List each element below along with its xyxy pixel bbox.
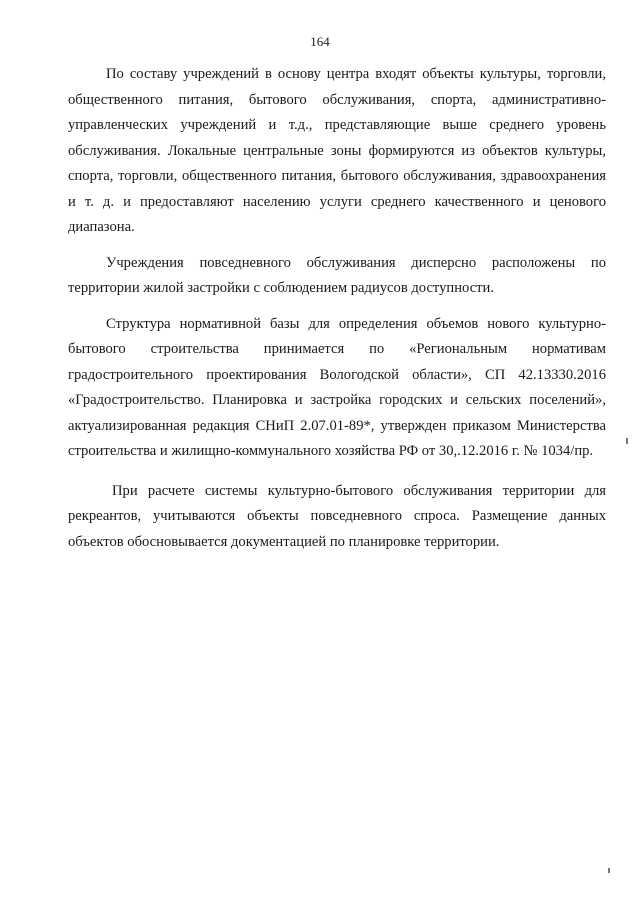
scan-mark: [608, 868, 610, 873]
paragraph-regulatory-basis: Структура нормативной базы для определения объемов нового культурно-бытового строительства принимается по «Региональным нормативам градостроительного проектирования Вологодской области», СП 42.13330.2016 «Градостроительство. Планировка и застройка городских и сельских поселений», актуализированная редакция СНиП 2.07.01-89*, утвержден приказом Министерства строительства и жилищно-коммунального хозяйства РФ от 30,.12.2016 г. № 1034/пр.: [68, 315, 606, 459]
paragraph-recreant-services: При расчете системы культурно-бытового обслуживания территории для рекреантов, учитываются объекты повседневного спроса. Размещение данных объектов обосновывается документацией по планировке территории.: [68, 482, 606, 550]
paragraph-daily-services: Учреждения повседневного обслуживания дисперсно расположены по территории жилой застройки с соблюдением радиусов доступности.: [68, 254, 606, 296]
document-body: [68, 62, 606, 555]
page-number: 164: [310, 34, 330, 49]
scan-mark: [626, 438, 628, 444]
paragraph-center-composition: По составу учреждений в основу центра входят объекты культуры, торговли, общественного питания, бытового обслуживания, спорта, административно-управленческих учреждений и т.д., представляющие выше среднего уровень обслуживания. Локальные центральные зоны формируются из объектов культуры, спорта, торговли, общественного питания, бытового обслуживания, здравоохранения и т. д. и предоставляют населению услуги среднего качественного и ценового диапазона.: [68, 66, 606, 235]
